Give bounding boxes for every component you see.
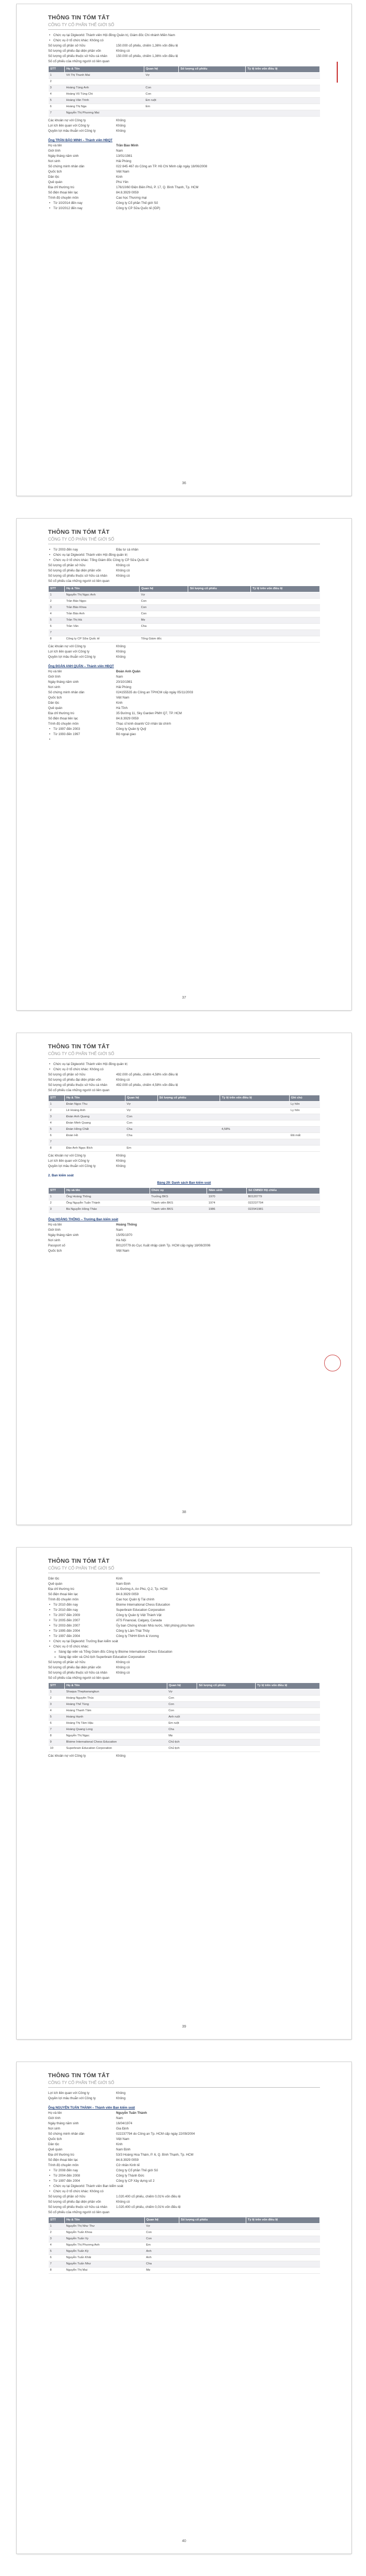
info-row: Nơi sinh Hải Phòng <box>48 685 131 689</box>
share-row: Số lượng cổ phiếu đại diện phần vốn Không có <box>48 2200 130 2204</box>
position-line: • Chức vụ tại Digiworld: Thành viên Hội đồng quản trị <box>48 1062 320 1067</box>
share-row: Số lượng cổ phần sở hữu Không có <box>48 564 130 567</box>
table-row: 4 Nguyễn Thị Phương Anh Em <box>49 2242 320 2249</box>
share-row: Số lượng cổ phiếu đại diện phần vốn Không có <box>48 1666 130 1669</box>
table-row: 5 Hoàng Văn Trinh Em ruột <box>49 98 320 104</box>
table-row: 5 Hoàng Hạnh Anh ruột <box>49 1714 320 1721</box>
table-row: 2 Hoàng Nguyên Thúc Con <box>49 1696 320 1702</box>
info-row: Quê quán Nam Định <box>48 2148 131 2151</box>
table-row: 2 Trần Bảo Ngọc Con <box>49 599 320 605</box>
page-number: 40 <box>182 2539 186 2543</box>
position-line: • Chức vụ tại Digiworld: Thành viên Hội đồng Quản trị, Giám đốc Chi nhánh Miền Nam <box>48 33 320 38</box>
table-row: 3 Trần Bảo Khoa Con <box>49 605 320 611</box>
share-row: Số lượng cổ phiếu đại diện phần vốn Không có <box>48 1078 130 1082</box>
related-persons-table: STT Họ & Tên Quan hệ Số lượng cổ phiếu Tỷ lệ trên vốn điều lệ 1 Nguyễn Thị Như Thư Vợ 2 Nguyễn Tuấn Khoa Con 3 Nguyễn Tuấn Vy Con 4 Nguyễn Thị Phương Anh Em 5 Nguyễn Tuấn Kỳ Anh 6 Nguyễn Tuấn Khải Anh 7 Nguyễn Tuấn Như Cha 8 Nguyễn Thị Mai Mẹ <box>48 2217 320 2274</box>
position-line: • Chức vụ ở tổ chức khác: Không có <box>48 38 320 43</box>
position-subline: o Sáng lập viên và Tổng Giám đốc Công ty Bloime International Chess Education <box>48 1650 320 1655</box>
table-row: 4 Hoàng Thanh Tâm Con <box>49 1708 320 1714</box>
table-row: 1 Shaqua Thepkanangkun Vợ <box>49 1689 320 1696</box>
career-row: • Từ 1995 đến 2004 Công ty Lâm Thái Thủy <box>48 1629 320 1634</box>
document-page-38 <box>17 1033 351 1525</box>
info-row: Giới tính Nam <box>48 675 123 679</box>
table-row: 3 Hoàng Tùng Anh Con <box>49 85 320 91</box>
career-row: • Từ 2010 đến nay Superbrain Education Corporation <box>48 1608 320 1613</box>
info-row: Quê quán Nam Định <box>48 1582 131 1586</box>
position-line: • Chức vụ ở tổ chức khác: Không có <box>48 1067 320 1072</box>
after-row: Lợi ích liên quan với Công ty Không <box>48 650 125 654</box>
after-row: Quyền lợi mâu thuẫn với Công ty Không <box>48 655 125 659</box>
after-row: Quyền lợi mâu thuẫn với Công ty Không <box>48 1164 125 1168</box>
table-row: 4 Đoàn Minh Quang Con <box>49 1120 320 1127</box>
info-row: Trình độ chuyên môn Thạc sĩ kinh doanh/ Cử nhân tài chính <box>48 722 171 726</box>
info-row: Số chứng minh nhân dân 024155535 do Công an TPHCM cấp ngày 05/11/2003 <box>48 691 193 694</box>
share-row: Số cổ phiếu của những người có liên quan <box>48 2211 110 2214</box>
position-subline: o Sáng lập viên và Chủ tịch Superbrain Education Corporation <box>48 1655 320 1660</box>
info-row: Họ và tên Nguyễn Tuấn Thành <box>48 2111 147 2115</box>
related-persons-table: STT Họ & Tên Quan hệ Số lượng cổ phiếu Tỷ lệ trên vốn điều lệ 1 Nguyễn Thị Ngọc Anh Vợ 2 Trần Bảo Ngọc Con 3 Trần Bảo Khoa Con 4 Trần Bảo Anh Con 5 Trần Thị Hà Mẹ 6 Trần Văn Cha 7 8 Công ty CP Sữa Quốc tế Tổng Giám đốc <box>48 586 320 643</box>
related-persons-table: STT Họ & Tên Quan hệ Số lượng cổ phiếu Tỷ lệ trên vốn điều lệ 1 Võ Thị Thanh Mai Vợ 2 3 Hoàng Tùng Anh Con 4 Hoàng Vũ Tùng Chi Con 5 Hoàng Văn Trinh Em ruột 6 Hoàng Thị Nga Em 7 Nguyễn Thị Phương Mai <box>48 66 320 117</box>
table-row: 1 Đoàn Ngọc Thu Vợ Ly hôn <box>49 1102 320 1108</box>
info-row: Họ và tên Đoàn Anh Quân <box>48 670 141 673</box>
info-row: Nơi sinh Hải Phòng <box>48 159 131 163</box>
header-subtitle: CÔNG TY CỔ PHẦN THẾ GIỚI SỐ <box>48 1566 320 1573</box>
career-row: • Từ 2008 đến nay Công ty Cổ phần Thế giới Số <box>48 2168 320 2173</box>
position-line: • Chức vụ ở tổ chức khác: <box>48 1644 320 1650</box>
table-row: 3 Nguyễn Tuấn Vy Con <box>49 2236 320 2242</box>
info-row: Dân tộc Kinh <box>48 2143 123 2146</box>
after-row: Lợi ích liên quan với Công ty Không <box>48 124 125 128</box>
header-title: THÔNG TIN TÓM TẮT <box>48 1044 110 1050</box>
header-title: THÔNG TIN TÓM TẮT <box>48 2073 110 2079</box>
page-number: 37 <box>182 996 186 1000</box>
table-row: 6 Hoàng Thị Nga Em <box>49 104 320 110</box>
share-row: Số lượng cổ phiếu đại diện phần vốn Không có <box>48 569 130 573</box>
career-row: • Từ 10/2012 đến nay Công ty CP Sữa Quốc tế (IDP) <box>48 206 320 211</box>
header-subtitle: CÔNG TY CỔ PHẦN THẾ GIỚI SỐ <box>48 537 320 544</box>
career-row: • Từ 1997 đến 2004 Công ty TNHH Đình & Vương <box>48 1634 320 1639</box>
table-row: 4 Trần Bảo Anh Con <box>49 611 320 617</box>
position-line: • Chức vụ ở tổ chức khác: Tổng Giám đốc Công ty CP Sữa Quốc tế <box>48 558 320 563</box>
position-line: • Chức vụ tại Digiworld: Trưởng Ban kiểm soát <box>48 1639 320 1644</box>
info-row: Trình độ chuyên môn Cao học Thương mại <box>48 196 147 200</box>
info-row: Quốc tịch Việt Nam <box>48 696 130 700</box>
position-line: • Chức vụ tại Digiworld: Thành viên Ban kiểm soát <box>48 2184 320 2189</box>
info-row: Passport số B0120779 do Cục Xuất nhập cảnh Tp. HCM cấp ngày 18/08/2006 <box>48 1244 211 1247</box>
after-row: Các khoản nợ với Công ty Không <box>48 119 125 122</box>
info-row: Giới tính Nam <box>48 149 123 153</box>
header-subtitle: CÔNG TY CỔ PHẦN THẾ GIỚI SỐ <box>48 22 320 30</box>
red-seal-icon <box>324 1355 341 1371</box>
career-row: • Từ 2010 đến nay Bloime International Chess Education <box>48 1602 320 1608</box>
table-row: 7 <box>49 630 320 636</box>
table-row: 6 Hoàng Thị Tâm Hậu Em ruột <box>49 1721 320 1727</box>
career-row: • Từ 1993 đến 1997 Bộ ngoại giao <box>48 732 320 737</box>
table-row: 5 Đoàn Hồng Chất Cha 4,58% <box>49 1127 320 1133</box>
info-row: Số chứng minh nhân dân 022237794 do Công an Tp. HCM cấp ngày 22/09/2004 <box>48 2132 195 2136</box>
table-row: 2 <box>49 79 320 85</box>
info-row: Số điện thoại liên lạc 84.8.3929 0059 <box>48 191 139 194</box>
header-subtitle: CÔNG TY CỔ PHẦN THẾ GIỚI SỐ <box>48 2080 320 2088</box>
share-row: Số lượng cổ phiếu thuộc sở hữu cá nhân 150.000 cổ phiếu, chiếm 1,36% vốn điều lệ <box>48 54 178 58</box>
share-row: Số lượng cổ phiếu đại diện phần vốn Không có <box>48 49 130 53</box>
after-row: Các khoản nợ với Công ty Không <box>48 1754 125 1758</box>
after-row: Lợi ích liên quan với Công ty Không <box>48 2091 125 2095</box>
info-row: Số điện thoại liên lạc 84.8.3929 0059 <box>48 717 139 720</box>
career-row: • Từ 2007 đến 2009 Công ty Quản lý Việt Thành Vật <box>48 1613 320 1618</box>
table-row: 3 Hoàng Thế Tùng Con <box>49 1702 320 1708</box>
table-row: 5 Trần Thị Hà Mẹ <box>49 617 320 624</box>
share-row: Số lượng cổ phần sở hữu 1.020.400 cổ phiếu, chiếm 0,01% vốn điều lệ <box>48 2195 181 2199</box>
table-row: 3 Bà Nguyễn Hồng Thảo Thành viên BKS 1986 022941981 <box>49 1207 320 1213</box>
header-title: THÔNG TIN TÓM TẮT <box>48 1558 110 1564</box>
table-row: 8 Nguyễn Thị Ngọc Mẹ <box>49 1733 320 1739</box>
after-row: Lợi ích liên quan với Công ty Không <box>48 1159 125 1163</box>
info-row: Ngày tháng năm sinh 13/01/1981 <box>48 154 132 158</box>
after-row: Các khoản nợ với Công ty Không <box>48 1154 125 1158</box>
table-row: 7 Hoàng Quang Long Cha <box>49 1727 320 1733</box>
position-line: • Chức vụ ở tổ chức khác: Không có <box>48 2189 320 2194</box>
related-persons-table: STT Họ & Tên Quan hệ Số lượng cổ phiếu Tỷ lệ trên vốn điều lệ Ghi chú 1 Đoàn Ngọc Thu Vợ Ly hôn 2 Lê Hoàng Anh Vợ Ly hôn 3 Đoàn Anh Quang Con 4 Đoàn Minh Quang Con 5 Đoàn Hồng Chất Cha 4,58% 6 Đoàn Hồ Cha Đã mất 7 8 Đào Anh Ngọc Bích Em <box>48 1095 320 1152</box>
info-row: Nơi sinh Hà Nội <box>48 1239 126 1242</box>
info-row: Nơi sinh Gia Định <box>48 2127 129 2131</box>
table-row: 10 Superbrain Education Corporation Chủ tịch <box>49 1746 320 1752</box>
table-row: 1 Võ Thị Thanh Mai Vợ <box>49 73 320 79</box>
career-row: • Từ 2003 đến nay Đầu tư cá nhân <box>48 547 320 553</box>
document-page-37 <box>17 519 351 1010</box>
share-row: Số cổ phiếu của những người có liên quan <box>48 1676 110 1680</box>
table-row: 2 Lê Hoàng Anh Vợ Ly hôn <box>49 1108 320 1114</box>
share-row: Số lượng cổ phần sở hữu 150.000 cổ phiếu, chiếm 1,36% vốn điều lệ <box>48 44 178 48</box>
table-row: 1 Nguyễn Thị Ngọc Anh Vợ <box>49 592 320 599</box>
after-row: Các khoản nợ với Công ty Không <box>48 645 125 648</box>
career-row: • Từ 2003 đến 2007 Ủy ban Chứng khoán Nhà nước, Việt phòng phía Nam <box>48 1623 320 1629</box>
info-row: Địa chỉ thường trú 35 Đường 11, Sky Garden PMH Q7, TP. HCM <box>48 712 182 715</box>
related-persons-table: STT Họ & Tên Quan hệ Số lượng cổ phiếu Tỷ lệ trên vốn điều lệ 1 Shaqua Thepkanangkun Vợ 2 Hoàng Nguyên Thúc Con 3 Hoàng Thế Tùng Con 4 Hoàng Thanh Tâm Con 5 Hoàng Hạnh Anh ruột 6 Hoàng Thị Tâm Hậu Em ruột 7 Hoàng Quang Long Cha 8 Nguyễn Thị Ngọc Mẹ 9 Bloime International Chess Education Chủ tịch 10 Superbrain Education Corporation Chủ tịch <box>48 1682 320 1752</box>
share-row: Số lượng cổ phiếu thuộc sở hữu cá nhân 1.020.400 cổ phiếu, chiếm 0,01% vốn điều lệ <box>48 2205 181 2209</box>
position-line: • Chức vụ tại Digiworld: Thành viên Hội đồng quản trị <box>48 553 320 558</box>
table-row: 8 Công ty CP Sữa Quốc tế Tổng Giám đốc <box>49 636 320 643</box>
info-row: Quê quán Hà Tĩnh <box>48 706 128 710</box>
person-heading: Ông ĐOÀN ANH QUÂN – Thành viên HĐQT <box>48 665 114 668</box>
info-row: Giới tính Nam <box>48 1228 123 1232</box>
table-row: 9 Bloime International Chess Education Chủ tịch <box>49 1739 320 1746</box>
table-row: 1 Nguyễn Thị Như Thư Vợ <box>49 2224 320 2230</box>
info-row: Ngày tháng năm sinh 16/04/1974 <box>48 2122 132 2125</box>
info-row: Trình độ chuyên môn Cao học Quản lý Tài chính <box>48 1598 155 1601</box>
page-number: 36 <box>182 482 186 485</box>
table-row: 6 Trần Văn Cha <box>49 624 320 630</box>
table-row: 6 Đoàn Hồ Cha Đã mất <box>49 1133 320 1139</box>
table-row: 7 Nguyễn Thị Phương Mai <box>49 110 320 117</box>
info-row: Địa chỉ thường trú 53/3 Hoàng Hoa Thám, P. 6, Q. Bình Thạnh, Tp. HCM <box>48 2153 193 2157</box>
page-number: 38 <box>182 1510 186 1514</box>
table-row: 1 Ông Hoàng Thông Trưởng BKS 1970 B0120779 <box>49 1194 320 1200</box>
person-heading: Ông TRẦN BẢO MINH – Thành viên HĐQT <box>48 139 113 142</box>
info-row: Quê quán Phú Yên <box>48 180 129 184</box>
document-page-36 <box>17 4 351 496</box>
career-row: • Từ 10/2014 đến nay Công ty Cổ phần Thế giới Số <box>48 201 320 206</box>
share-row: Số lượng cổ phiếu thuộc sở hữu cá nhân Không có <box>48 574 130 578</box>
info-row: Họ và tên Hoàng Thông <box>48 1223 137 1227</box>
table-row: 6 Nguyễn Tuấn Khải Anh <box>49 2255 320 2261</box>
after-row: Quyền lợi mâu thuẫn với Công ty Không <box>48 2097 125 2100</box>
table-row: 4 Hoàng Vũ Tùng Chi Con <box>49 91 320 98</box>
info-row: Dân tộc Kinh <box>48 175 123 179</box>
info-row: Ngày tháng năm sinh 20/10/1981 <box>48 680 132 684</box>
share-row: Số lượng cổ phiếu thuộc sở hữu cá nhân Không có <box>48 1671 130 1675</box>
document-page-40 <box>17 2062 351 2554</box>
share-row: Số cổ phiếu của những người có liên quan <box>48 60 110 63</box>
info-row: Ngày tháng năm sinh 15/05/1970 <box>48 1233 132 1237</box>
table-row: 5 Nguyễn Tuấn Kỳ Anh <box>49 2249 320 2255</box>
share-row: Số lượng cổ phần sở hữu Không có <box>48 1661 130 1664</box>
after-row: Quyền lợi mâu thuẫn với Công ty Không <box>48 129 125 133</box>
table-row: 7 <box>49 1139 320 1146</box>
table-row: 7 Nguyễn Tuấn Như Cha <box>49 2261 320 2268</box>
career-row: • Từ 2005 đến 2007 ATS Financial, Calgary, Canada <box>48 1618 320 1623</box>
info-row: Giới tính Nam <box>48 2116 123 2120</box>
person-heading: Ông NGUYỄN TUẤN THÀNH – Thành viên Ban kiểm soát <box>48 2106 135 2110</box>
career-row: • Từ 1997 đến 2004 Công ty CP Xây dựng số 2 <box>48 2179 320 2184</box>
header-title: THÔNG TIN TÓM TẮT <box>48 15 110 21</box>
supervisory-board-table: STT Họ và tên Chức vụ Năm sinh Số CMND/ Hộ chiếu 1 Ông Hoàng Thông Trưởng BKS 1970 B0120779 2 Ông Nguyễn Tuấn Thành Thành viên BKS 1974 022237794 3 Bà Nguyễn Hồng Thảo Thành viên BKS 1986 022941981 <box>48 1187 320 1213</box>
table-caption: Bảng 29: Danh sách Ban kiểm soát <box>157 1181 211 1185</box>
info-row: Số điện thoại liên lạc 84.8.3929 0059 <box>48 1593 139 1596</box>
table-row: 8 Nguyễn Thị Mai Mẹ <box>49 2268 320 2274</box>
info-row: Trình độ chuyên môn Cử nhân Kinh tế <box>48 2163 140 2167</box>
info-row: Dân tộc Kinh <box>48 1577 123 1581</box>
info-row: Quốc tịch Việt Nam <box>48 170 130 174</box>
page-number: 39 <box>182 2025 186 2029</box>
share-row: Số lượng cổ phiếu thuộc sở hữu cá nhân 492.000 cổ phiếu, chiếm 4,58% vốn điều lệ <box>48 1083 178 1087</box>
share-row: Số lượng cổ phần sở hữu 492.000 cổ phiếu, chiếm 4,58% vốn điều lệ <box>48 1073 178 1077</box>
info-row: Họ và tên Trần Bảo Minh <box>48 144 139 147</box>
document-page-39 <box>17 1548 351 2039</box>
info-row: Số chứng minh nhân dân 022 845 467 do Công an TP. Hồ Chí Minh cấp ngày 18/06/2008 <box>48 165 208 168</box>
share-row: Số cổ phiếu của những người có liên quan <box>48 579 110 583</box>
header-title: THÔNG TIN TÓM TẮT <box>48 529 110 535</box>
person-heading: Ông HOÀNG THÔNG – Trưởng Ban kiểm soát <box>48 1218 119 1221</box>
margin-annotation-icon <box>337 62 349 83</box>
table-row: 8 Đào Anh Ngọc Bích Em <box>49 1146 320 1152</box>
table-row: 3 Đoàn Anh Quang Con <box>49 1114 320 1120</box>
info-row: Dân tộc Kinh <box>48 701 123 705</box>
career-row: • Từ 1997 đến 2003 Công ty Quản lý Quỹ <box>48 727 320 732</box>
info-row: Quốc tịch Việt Nam <box>48 2137 130 2141</box>
header-subtitle: CÔNG TY CỔ PHẦN THẾ GIỚI SỐ <box>48 1051 320 1059</box>
info-row: Quốc tịch Việt Nam <box>48 1249 130 1253</box>
table-row: 2 Nguyễn Tuấn Khoa Con <box>49 2230 320 2236</box>
info-row: Địa chỉ thường trú 176/10/60 Điện Biên Phủ, P. 17, Q. Bình Thạnh, Tp. HCM <box>48 186 199 189</box>
info-row: Địa chỉ thường trú 11 Đường A, An Phú, Q.2, Tp. HCM <box>48 1587 168 1591</box>
career-row: • Từ 2004 đến 2008 Công ty Thành Đức <box>48 2173 320 2179</box>
info-row: Số điện thoại liên lạc 84.8.3929 0059 <box>48 2158 139 2162</box>
section-heading: 2. Ban kiểm soát <box>48 1174 74 1177</box>
share-row: Số cổ phiếu của những người có liên quan <box>48 1089 110 1092</box>
table-row: 2 Ông Nguyễn Tuấn Thành Thành viên BKS 1974 022237794 <box>49 1200 320 1207</box>
